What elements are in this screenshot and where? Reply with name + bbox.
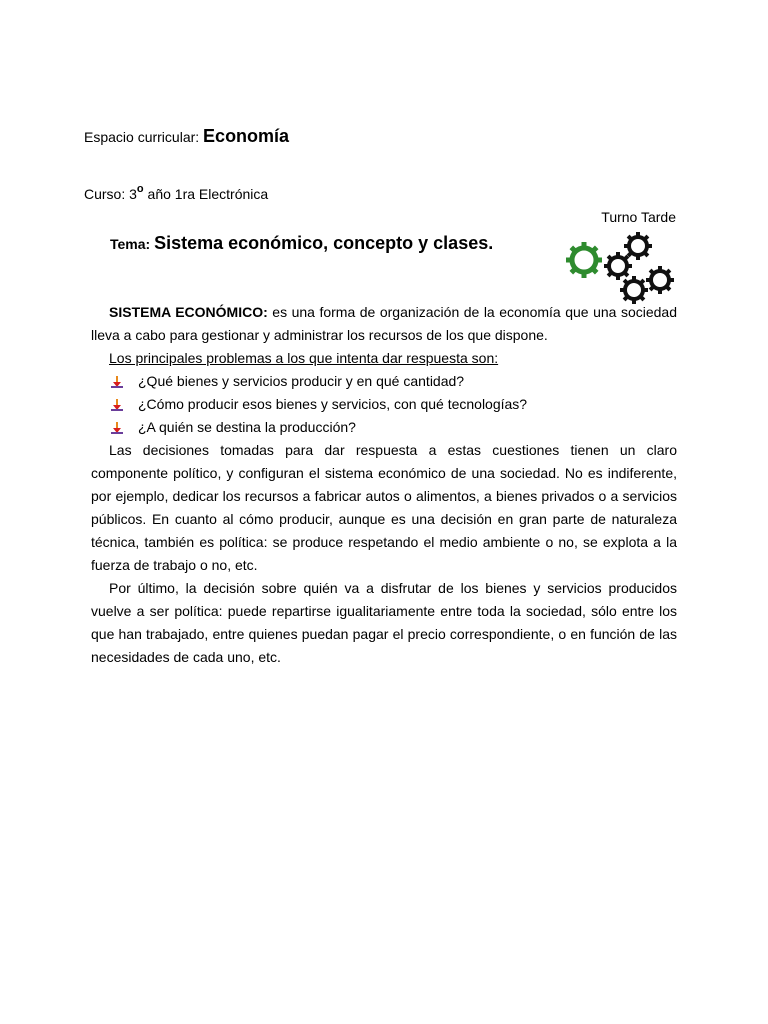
arrow-bullet-icon	[111, 422, 123, 434]
gear-green	[566, 242, 602, 278]
turno-label: Turno Tarde	[601, 209, 676, 225]
gears-icon	[560, 228, 680, 308]
questions-list	[91, 370, 677, 439]
problems-intro-paragraph	[91, 347, 677, 370]
list-item	[91, 370, 677, 393]
arrow-bullet-icon	[111, 376, 123, 388]
list-item	[91, 416, 677, 439]
curricular-line	[84, 126, 289, 147]
final-paragraph: Por último, la decisión sobre quién va a disfrutar de los bienes y servicios producidos vuelve a ser política: puede repartirse igualitariamente entre toda la sociedad, sólo entre los que han trabajado, entre quienes puedan pagar el precio correspondiente, o en función de las necesidades de cada uno, etc.	[91, 580, 677, 665]
arrow-bullet-icon	[111, 399, 123, 411]
curso-rest: año 1ra Electrónica	[143, 186, 269, 202]
definition-term: SISTEMA ECONÓMICO:	[109, 304, 268, 320]
question-text: ¿A quién se destina la producción?	[138, 419, 356, 435]
gear-top	[624, 232, 652, 260]
definition-paragraph	[91, 301, 677, 347]
decisions-paragraph: Las decisiones tomadas para dar respuesta a estas cuestiones tienen un claro componente político, y configuran el sistema económico de una sociedad. No es indiferente, por ejemplo, dedicar los recursos a fabricar autos o alimentos, a bienes privados o a servicios públicos. En cuanto al cómo producir, aunque es una decisión en gran parte de naturaleza técnica, también es política: se produce respetando el medio ambiente o no, se explota a la fuerza de trabajo o no, etc.	[91, 442, 677, 573]
document-body	[91, 301, 677, 669]
question-text: ¿Cómo producir esos bienes y servicios, con qué tecnologías?	[138, 396, 528, 412]
curso-label: Curso: 3	[84, 186, 137, 202]
gear-middle	[604, 252, 632, 280]
curricular-subject: Economía	[203, 126, 290, 146]
gear-right	[646, 266, 674, 294]
tema-line	[110, 233, 493, 254]
gear-bottom	[620, 276, 648, 304]
curso-line	[84, 183, 268, 202]
tema-label: Tema:	[110, 236, 155, 252]
definition-text: es una forma de organización de la economía que una sociedad lleva a cabo para gestionar y administrar los recursos de los que dispone.	[91, 304, 677, 343]
curricular-label: Espacio curricular:	[84, 129, 204, 145]
question-text: ¿Qué bienes y servicios producir y en qué cantidad?	[138, 373, 465, 389]
problems-intro: Los principales problemas a los que intenta dar respuesta son:	[109, 350, 499, 366]
tema-title: Sistema económico, concepto y clases.	[154, 233, 494, 253]
curso-ordinal: o	[136, 183, 144, 195]
list-item	[91, 393, 677, 416]
